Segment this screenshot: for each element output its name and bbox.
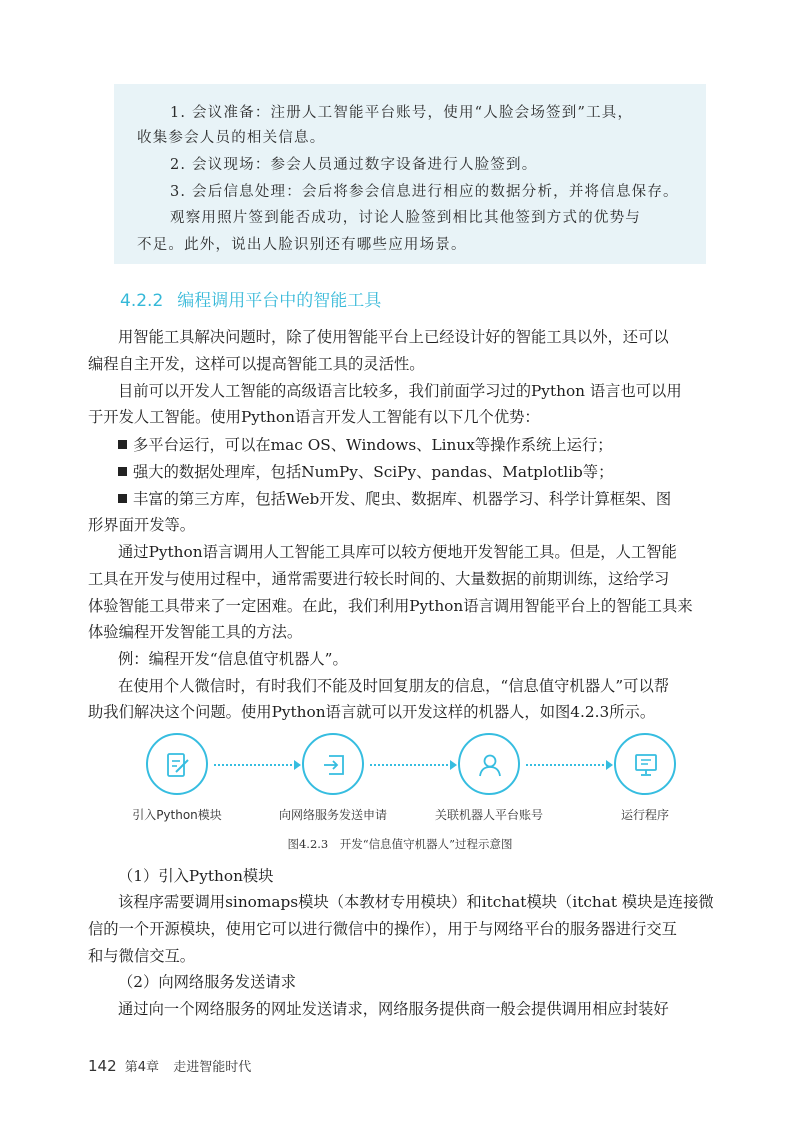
subheading: （2）向网络服务发送请求 <box>118 973 296 991</box>
activity-line: 2. 会议现场：参会人员通过数字设备进行人脸签到。 <box>170 157 538 173</box>
subheading: （1）引入Python模块 <box>118 867 274 885</box>
section-title: 编程调用平台中的智能工具 <box>177 291 382 311</box>
paragraph-line: 编程自主开发，这样可以提高智能工具的灵活性。 <box>88 355 425 373</box>
paragraph-line: 体验编程开发智能工具的方法。 <box>88 623 303 641</box>
paragraph-line: 和与微信交互。 <box>88 947 196 965</box>
paragraph-line: 目前可以开发人工智能的高级语言比较多，我们前面学习过的Python 语言也可以用 <box>118 382 682 400</box>
paragraph-line: 用智能工具解决问题时，除了使用智能平台上已经设计好的智能工具以外，还可以 <box>118 328 669 346</box>
bullet-square-icon <box>118 494 127 503</box>
edit-document-icon <box>165 752 191 778</box>
monitor-icon <box>633 752 659 778</box>
activity-line: 1. 会议准备：注册人工智能平台账号，使用“人脸会场签到”工具， <box>170 105 634 121</box>
bullet-item: 丰富的第三方库，包括Web开发、爬虫、数据库、机器学习、科学计算框架、图 <box>118 487 671 509</box>
page-footer <box>88 1056 251 1075</box>
figure-caption: 图4.2.3 开发“信息值守机器人”过程示意图 <box>287 837 513 851</box>
paragraph-line: 工具在开发与使用过程中，通常需要进行较长时间的、大量数据的前期训练，这给学习 <box>88 570 670 588</box>
paragraph-line: 通过Python语言调用人工智能工具库可以较方便地开发智能工具。但是，人工智能 <box>118 543 677 561</box>
login-arrow-icon <box>321 752 347 778</box>
section-heading <box>120 286 381 311</box>
paragraph-line: 信的一个开源模块，使用它可以进行微信中的操作），用于与网络平台的服务器进行交互 <box>88 920 677 938</box>
bullet-square-icon <box>118 440 127 449</box>
page-number: 142 <box>88 1057 117 1075</box>
chapter-title: 走进智能时代 <box>173 1060 252 1075</box>
bullet-square-icon <box>118 467 127 476</box>
paragraph-line: 于开发人工智能。使用Python语言开发人工智能有以下几个优势： <box>88 408 540 426</box>
activity-line: 观察用照片签到能否成功，讨论人脸签到相比其他签到方式的优势与 <box>170 210 641 226</box>
section-number: 4.2.2 <box>120 291 164 311</box>
step-circle <box>458 733 520 795</box>
activity-line: 3. 会后信息处理：会后将参会信息进行相应的数据分析，并将信息保存。 <box>170 184 679 200</box>
flow-connector <box>214 764 296 766</box>
paragraph-line: 体验智能工具带来了一定困难。在此，我们利用Python语言调用智能平台上的智能工具来 <box>88 597 693 615</box>
user-icon <box>477 752 503 778</box>
step-label: 向网络服务发送申请 <box>278 808 388 822</box>
step-label: 运行程序 <box>620 808 670 822</box>
activity-line: 收集参会人员的相关信息。 <box>137 130 326 146</box>
chapter-label: 第4章 <box>124 1060 160 1075</box>
step-circle <box>146 733 208 795</box>
paragraph-line: 形界面开发等。 <box>88 516 196 534</box>
bullet-item: 强大的数据处理库，包括NumPy、SciPy、pandas、Matplotlib等； <box>118 460 613 482</box>
step-circle <box>614 733 676 795</box>
arrow-right-icon <box>294 760 301 770</box>
paragraph-line: 通过向一个网络服务的网址发送请求，网络服务提供商一般会提供调用相应封装好 <box>118 1000 669 1018</box>
arrow-right-icon <box>606 760 613 770</box>
bullet-item: 多平台运行，可以在mac OS、Windows、Linux等操作系统上运行； <box>118 433 613 455</box>
paragraph-line: 该程序需要调用sinomaps模块（本教材专用模块）和itchat模块（itchat 模块是连接微 <box>118 893 714 911</box>
paragraph-line: 在使用个人微信时，有时我们不能及时回复朋友的信息，“信息值守机器人”可以帮 <box>118 677 670 695</box>
activity-line: 不足。此外，说出人脸识别还有哪些应用场景。 <box>137 237 467 253</box>
flow-connector <box>526 764 608 766</box>
flow-connector <box>370 764 452 766</box>
arrow-right-icon <box>450 760 457 770</box>
paragraph-line: 助我们解决这个问题。使用Python语言就可以开发这样的机器人，如图4.2.3所示。 <box>88 703 656 721</box>
step-circle <box>302 733 364 795</box>
process-flow-diagram <box>118 733 706 828</box>
paragraph-line: 例：编程开发“信息值守机器人”。 <box>118 650 348 668</box>
step-label: 关联机器人平台账号 <box>434 808 544 822</box>
step-label: 引入Python模块 <box>132 808 222 822</box>
